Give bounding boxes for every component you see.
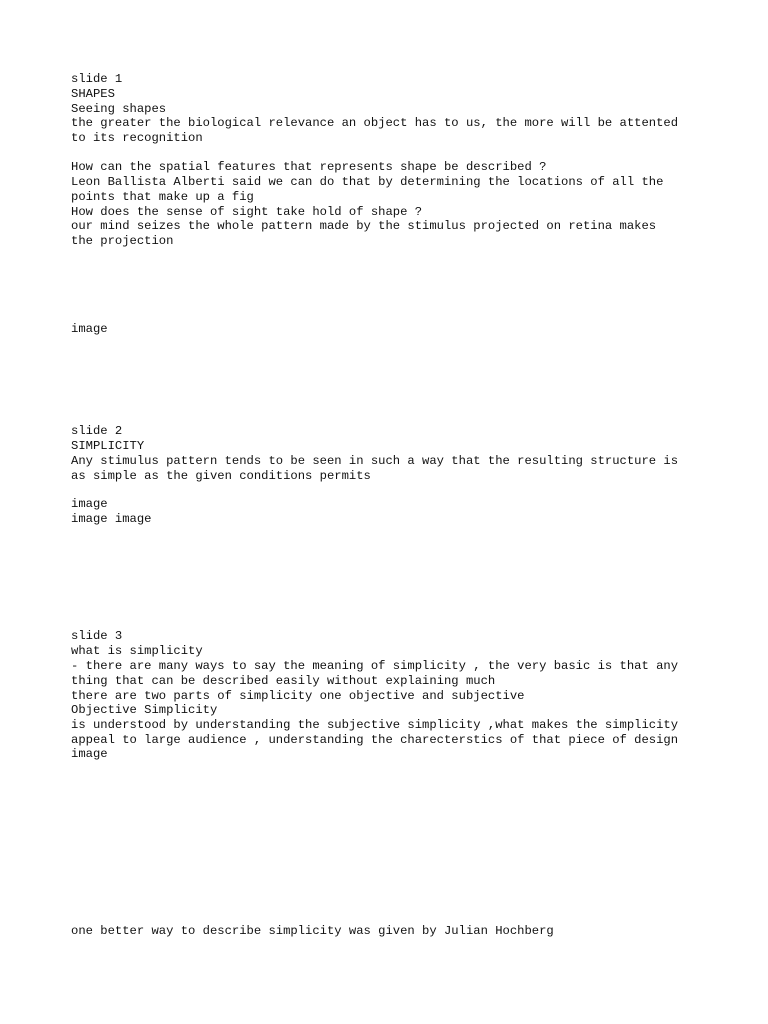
slide-1-text-line-1: the greater the biological relevance an object has to us, the more will be attented: [71, 116, 679, 130]
slide-1-text-line-2: to its recognition: [71, 131, 203, 145]
slide-3-label: slide 3: [71, 629, 123, 643]
slide-1-title: SHAPES: [71, 87, 115, 101]
slide-2-text-line-1: Any stimulus pattern tends to be seen in such a way that the resulting structure is: [71, 454, 679, 468]
slide-3-text-3-line-1: is understood by understanding the subjective simplicity ,what makes the simplicity: [71, 718, 679, 732]
slide-1-answer-1-line-1: Leon Ballista Alberti said we can do that by determining the locations of all the: [71, 175, 664, 189]
slide-1-question-1: How can the spatial features that represents shape be described ?: [71, 160, 547, 174]
slide-2-text-line-2: as simple as the given conditions permits: [71, 469, 371, 483]
slide-2-image-placeholder-2: image image: [71, 512, 152, 526]
slide-2-label: slide 2: [71, 424, 123, 438]
slide-1-answer-2-line-1: our mind seizes the whole pattern made by the stimulus projected on retina makes: [71, 219, 657, 233]
slide-1-image-placeholder: image: [71, 322, 108, 336]
slide-3-text-3-line-2: appeal to large audience , understanding the charecterstics of that piece of design: [71, 733, 679, 747]
slide-3-title: what is simplicity: [71, 644, 203, 658]
slide-1-label: slide 1: [71, 72, 123, 86]
slide-3-closing-text: one better way to describe simplicity was given by Julian Hochberg: [71, 924, 554, 938]
slide-3-heading: Objective Simplicity: [71, 703, 218, 717]
slide-3-text-1-line-1: - there are many ways to say the meaning of simplicity , the very basic is that any: [71, 659, 679, 673]
slide-3-text-2: there are two parts of simplicity one objective and subjective: [71, 689, 525, 703]
slide-1-subtitle: Seeing shapes: [71, 102, 167, 116]
slide-1-question-2: How does the sense of sight take hold of shape ?: [71, 205, 423, 219]
slide-1-answer-1-line-2: points that make up a fig: [71, 190, 254, 204]
slide-1-answer-2-line-2: the projection: [71, 234, 174, 248]
slide-2-image-placeholder-1: image: [71, 497, 108, 511]
slide-3-text-1-line-2: thing that can be described easily without explaining much: [71, 674, 496, 688]
slide-2-title: SIMPLICITY: [71, 439, 145, 453]
slide-3-image-placeholder: image: [71, 747, 108, 761]
